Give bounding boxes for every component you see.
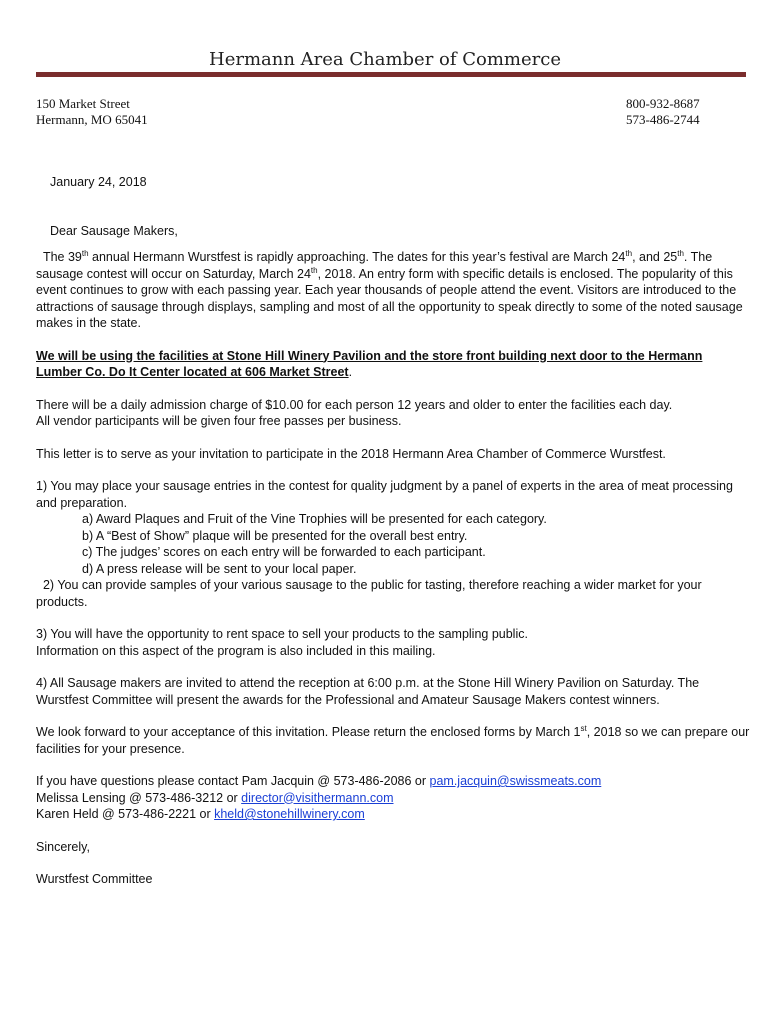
contact-3-email-link[interactable]: kheld@stonehillwinery.com xyxy=(214,807,365,821)
intro-sup-1: th xyxy=(81,248,89,258)
venue-period: . xyxy=(348,365,353,379)
salutation: Dear Sausage Makers, xyxy=(50,223,178,238)
admission-line1: There will be a daily admission charge of $10.00 for each person 12 years and older to enter the facilities each day. xyxy=(36,397,673,412)
invitation-paragraph: This letter is to serve as your invitation to participate in the 2018 Hermann Area Chamber of Commerce Wurstfest. xyxy=(36,446,666,461)
intro-part-c: , and 25 xyxy=(632,250,678,264)
venue-bold-text: We will be using the facilities at Stone Hill Winery Pavilion and the store front building next door to the Hermann Lumber Co. Do It Center located at 606 Market Street xyxy=(36,348,703,379)
list-item-1a: a) Award Plaques and Fruit of the Vine Trophies will be presented for each category. xyxy=(82,512,547,526)
address-line1: 150 Market Street xyxy=(36,96,130,111)
letter-body xyxy=(36,174,750,888)
list-item-2-text: 2) You can provide samples of your various sausage to the public for tasting, therefore reaching a wider market for your products. xyxy=(36,578,702,609)
admission-line2: All vendor participants will be given four free passes per business. xyxy=(36,414,402,428)
list-item-1b: b) A “Best of Show” plaque will be presented for the overall best entry. xyxy=(82,528,468,543)
letterhead-title: Hermann Area Chamber of Commerce xyxy=(209,49,561,70)
list-item-2 xyxy=(36,577,750,610)
contact-line-3 xyxy=(36,806,750,823)
signature: Wurstfest Committee xyxy=(36,872,153,886)
letterhead-phones xyxy=(626,96,700,128)
contact-3-text: Karen Held @ 573-486-2221 or xyxy=(36,807,215,821)
closing-part-a: We look forward to your acceptance of this invitation. Please return the enclosed forms by March 1 xyxy=(36,725,581,739)
letterhead-address xyxy=(36,96,148,128)
contact-line-2 xyxy=(36,790,750,807)
address-line2: Hermann, MO 65041 xyxy=(36,112,148,127)
contact-line-1 xyxy=(36,773,750,790)
intro-sup-2: th xyxy=(625,248,633,258)
list-item-3-line2: Information on this aspect of the program is also included in this mailing. xyxy=(36,643,436,658)
intro-part-d: . The sausage contest will occur on Saturday, March 24 xyxy=(36,250,713,281)
intro-sup-3: th xyxy=(677,248,684,258)
contact-1-text: If you have questions please contact Pam Jacquin @ 573-486-2086 or xyxy=(36,774,430,788)
list-item-4: 4) All Sausage makers are invited to attend the reception at 6:00 p.m. at the Stone Hill Winery Pavilion on Saturday. The Wurstfest Committee will present the awards for the Professional and Amateur Sausage Makers contest winners. xyxy=(36,676,700,707)
paragraph-intro xyxy=(36,249,750,332)
closing-salutation: Sincerely, xyxy=(36,839,90,854)
intro-part-e: , 2018. An entry form with specific details is enclosed. The popularity of this event continues to grow with each passing year. Each year thousands of people attend the event. Visitors are introduced to the attractions of sausage through displays, sampling and most of all the opportunity to speak directly to some of the noted sausage makes in the state. xyxy=(36,266,743,330)
intro-sup-4: th xyxy=(310,265,318,275)
contact-2-text: Melissa Lensing @ 573-486-3212 or xyxy=(36,790,242,805)
closing-paragraph xyxy=(36,724,750,757)
list-item-1c: c) The judges’ scores on each entry will be forwarded to each participant. xyxy=(82,545,486,559)
phone-1: 800-932-8687 xyxy=(626,96,700,111)
closing-sup: st xyxy=(580,723,587,733)
contact-1-email-link[interactable]: pam.jacquin@swissmeats.com xyxy=(429,774,602,788)
letter-date: January 24, 2018 xyxy=(50,175,147,189)
list-item-3-line1: 3) You will have the opportunity to rent space to sell your products to the sampling public. xyxy=(36,627,528,641)
list-item-1d: d) A press release will be sent to your local paper. xyxy=(82,561,357,576)
intro-part-a: The 39 xyxy=(42,250,82,264)
intro-part-b: annual Hermann Wurstfest is rapidly approaching. The dates for this year’s festival are March 24 xyxy=(88,250,626,264)
list-item-1: 1) You may place your sausage entries in the contest for quality judgment by a panel of experts in the area of meat processing and preparation. xyxy=(36,479,733,510)
letterhead-rule xyxy=(36,72,746,77)
contact-2-email-link[interactable]: director@visithermann.com xyxy=(241,790,394,805)
phone-2: 573-486-2744 xyxy=(626,112,700,127)
closing-part-b: , 2018 so we can prepare our facilities for your presence. xyxy=(36,725,750,756)
paragraph-venue xyxy=(36,348,750,381)
